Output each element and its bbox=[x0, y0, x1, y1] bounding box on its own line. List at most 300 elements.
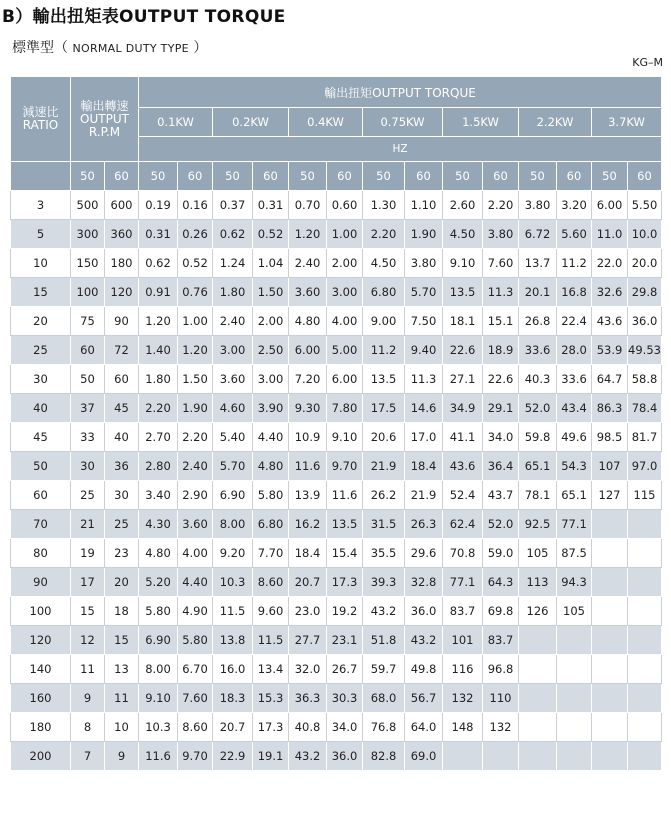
torque-cell: 20.7 bbox=[289, 568, 327, 597]
torque-cell: 34.9 bbox=[443, 394, 483, 423]
torque-cell: 52.4 bbox=[443, 481, 483, 510]
torque-cell: 0.16 bbox=[178, 191, 213, 220]
torque-cell: 1.30 bbox=[363, 191, 405, 220]
torque-cell: 9.10 bbox=[327, 423, 363, 452]
rpm-cell: 25 bbox=[71, 481, 105, 510]
torque-cell: 26.7 bbox=[327, 655, 363, 684]
hz-cell: 60 bbox=[628, 162, 662, 191]
torque-cell: 78.1 bbox=[519, 481, 557, 510]
torque-cell: 86.3 bbox=[592, 394, 628, 423]
subtitle bbox=[12, 37, 207, 57]
torque-cell: 2.20 bbox=[139, 394, 178, 423]
torque-cell: 0.70 bbox=[289, 191, 327, 220]
torque-cell: 32.8 bbox=[405, 568, 443, 597]
torque-cell: 6.80 bbox=[363, 278, 405, 307]
rpm-cell: 12 bbox=[71, 626, 105, 655]
torque-cell: 2.90 bbox=[178, 481, 213, 510]
torque-cell: 11.3 bbox=[483, 278, 519, 307]
torque-cell bbox=[557, 713, 592, 742]
torque-cell: 49.6 bbox=[557, 423, 592, 452]
torque-cell: 92.5 bbox=[519, 510, 557, 539]
ratio-cell: 10 bbox=[11, 249, 71, 278]
torque-cell: 2.00 bbox=[253, 307, 289, 336]
torque-cell: 11.0 bbox=[592, 220, 628, 249]
torque-cell: 36.0 bbox=[327, 742, 363, 771]
torque-cell bbox=[557, 684, 592, 713]
rpm-cell: 13 bbox=[105, 655, 139, 684]
hz-cell: 50 bbox=[289, 162, 327, 191]
torque-cell: 101 bbox=[443, 626, 483, 655]
torque-cell: 3.40 bbox=[139, 481, 178, 510]
rpm-header-en1: OUTPUT bbox=[80, 111, 129, 126]
torque-cell: 1.40 bbox=[139, 336, 178, 365]
torque-cell: 2.50 bbox=[253, 336, 289, 365]
torque-cell: 18.4 bbox=[405, 452, 443, 481]
power-header: 1.5KW bbox=[443, 108, 519, 137]
torque-cell: 11.6 bbox=[139, 742, 178, 771]
torque-header: 輸出扭矩OUTPUT TORQUE bbox=[139, 77, 662, 108]
torque-cell: 1.50 bbox=[178, 365, 213, 394]
torque-cell: 6.90 bbox=[139, 626, 178, 655]
torque-cell: 2.70 bbox=[139, 423, 178, 452]
torque-cell bbox=[557, 742, 592, 771]
rpm-header bbox=[71, 77, 139, 162]
torque-cell: 59.0 bbox=[483, 539, 519, 568]
torque-cell: 22.6 bbox=[483, 365, 519, 394]
table-row bbox=[11, 423, 662, 452]
torque-cell: 36.0 bbox=[405, 597, 443, 626]
torque-cell: 3.00 bbox=[327, 278, 363, 307]
torque-cell: 14.6 bbox=[405, 394, 443, 423]
torque-cell bbox=[628, 684, 662, 713]
torque-cell: 3.20 bbox=[557, 191, 592, 220]
torque-cell: 8.60 bbox=[253, 568, 289, 597]
torque-cell: 4.80 bbox=[253, 452, 289, 481]
torque-cell bbox=[519, 626, 557, 655]
torque-cell: 0.91 bbox=[139, 278, 178, 307]
ratio-cell: 120 bbox=[11, 626, 71, 655]
torque-cell: 26.3 bbox=[405, 510, 443, 539]
torque-cell: 69.0 bbox=[405, 742, 443, 771]
torque-cell: 34.0 bbox=[327, 713, 363, 742]
torque-cell: 0.52 bbox=[178, 249, 213, 278]
torque-cell: 126 bbox=[519, 597, 557, 626]
torque-cell: 3.60 bbox=[213, 365, 253, 394]
torque-cell: 5.40 bbox=[213, 423, 253, 452]
torque-cell: 2.60 bbox=[443, 191, 483, 220]
torque-cell: 0.62 bbox=[213, 220, 253, 249]
table-row bbox=[11, 481, 662, 510]
header-row-hz-values bbox=[11, 162, 662, 191]
table-row bbox=[11, 626, 662, 655]
torque-cell: 13.8 bbox=[213, 626, 253, 655]
torque-cell: 29.6 bbox=[405, 539, 443, 568]
torque-cell: 17.3 bbox=[327, 568, 363, 597]
torque-cell bbox=[628, 713, 662, 742]
torque-cell: 0.31 bbox=[253, 191, 289, 220]
hz-cell: 60 bbox=[483, 162, 519, 191]
torque-cell: 1.10 bbox=[405, 191, 443, 220]
torque-cell: 5.70 bbox=[405, 278, 443, 307]
rpm-cell: 21 bbox=[71, 510, 105, 539]
torque-cell: 97.0 bbox=[628, 452, 662, 481]
torque-cell: 116 bbox=[443, 655, 483, 684]
torque-cell: 22.6 bbox=[443, 336, 483, 365]
torque-cell: 3.90 bbox=[253, 394, 289, 423]
ratio-cell: 80 bbox=[11, 539, 71, 568]
torque-cell: 1.20 bbox=[289, 220, 327, 249]
rpm-cell: 23 bbox=[105, 539, 139, 568]
torque-cell: 15.1 bbox=[483, 307, 519, 336]
torque-cell: 27.1 bbox=[443, 365, 483, 394]
torque-cell: 9.00 bbox=[363, 307, 405, 336]
torque-cell: 30.3 bbox=[327, 684, 363, 713]
torque-cell: 51.8 bbox=[363, 626, 405, 655]
table-row bbox=[11, 684, 662, 713]
torque-cell bbox=[557, 626, 592, 655]
torque-cell: 132 bbox=[483, 713, 519, 742]
torque-cell bbox=[519, 713, 557, 742]
torque-cell: 107 bbox=[592, 452, 628, 481]
table-row bbox=[11, 336, 662, 365]
torque-cell: 33.6 bbox=[557, 365, 592, 394]
torque-cell: 2.40 bbox=[178, 452, 213, 481]
hz-cell: 60 bbox=[105, 162, 139, 191]
torque-cell: 0.60 bbox=[327, 191, 363, 220]
torque-cell bbox=[443, 742, 483, 771]
torque-cell: 96.8 bbox=[483, 655, 519, 684]
torque-cell: 6.80 bbox=[253, 510, 289, 539]
hz-cell: 50 bbox=[363, 162, 405, 191]
torque-cell bbox=[592, 539, 628, 568]
torque-cell: 13.5 bbox=[327, 510, 363, 539]
torque-cell bbox=[592, 713, 628, 742]
torque-cell: 0.37 bbox=[213, 191, 253, 220]
torque-cell: 4.30 bbox=[139, 510, 178, 539]
torque-cell: 5.20 bbox=[139, 568, 178, 597]
torque-cell: 17.5 bbox=[363, 394, 405, 423]
torque-cell: 43.6 bbox=[592, 307, 628, 336]
torque-cell: 3.80 bbox=[519, 191, 557, 220]
torque-cell: 17.0 bbox=[405, 423, 443, 452]
torque-cell: 1.90 bbox=[405, 220, 443, 249]
torque-cell: 7.80 bbox=[327, 394, 363, 423]
torque-cell: 36.3 bbox=[289, 684, 327, 713]
torque-cell: 49.8 bbox=[405, 655, 443, 684]
torque-cell: 6.90 bbox=[213, 481, 253, 510]
hz-blank-cell bbox=[11, 162, 71, 191]
rpm-cell: 120 bbox=[105, 278, 139, 307]
torque-cell: 127 bbox=[592, 481, 628, 510]
torque-cell bbox=[628, 655, 662, 684]
ratio-cell: 15 bbox=[11, 278, 71, 307]
torque-cell: 113 bbox=[519, 568, 557, 597]
torque-cell: 2.40 bbox=[289, 249, 327, 278]
torque-cell: 5.80 bbox=[139, 597, 178, 626]
torque-cell: 2.20 bbox=[363, 220, 405, 249]
torque-cell bbox=[628, 539, 662, 568]
ratio-cell: 40 bbox=[11, 394, 71, 423]
torque-cell: 65.1 bbox=[557, 481, 592, 510]
torque-cell: 83.7 bbox=[443, 597, 483, 626]
ratio-cell: 70 bbox=[11, 510, 71, 539]
torque-cell bbox=[592, 626, 628, 655]
rpm-cell: 30 bbox=[105, 481, 139, 510]
torque-cell: 62.4 bbox=[443, 510, 483, 539]
hz-cell: 50 bbox=[71, 162, 105, 191]
torque-cell: 22.0 bbox=[592, 249, 628, 278]
table-row bbox=[11, 539, 662, 568]
torque-cell: 36.0 bbox=[628, 307, 662, 336]
torque-cell bbox=[519, 684, 557, 713]
ratio-cell: 60 bbox=[11, 481, 71, 510]
torque-cell: 39.3 bbox=[363, 568, 405, 597]
torque-cell bbox=[592, 568, 628, 597]
torque-cell: 18.1 bbox=[443, 307, 483, 336]
torque-cell: 20.7 bbox=[213, 713, 253, 742]
torque-cell: 0.26 bbox=[178, 220, 213, 249]
ratio-cell: 25 bbox=[11, 336, 71, 365]
torque-cell: 3.00 bbox=[253, 365, 289, 394]
torque-cell: 10.9 bbox=[289, 423, 327, 452]
torque-cell: 82.8 bbox=[363, 742, 405, 771]
rpm-cell: 50 bbox=[71, 365, 105, 394]
rpm-cell: 25 bbox=[105, 510, 139, 539]
torque-cell: 20.6 bbox=[363, 423, 405, 452]
torque-cell: 77.1 bbox=[443, 568, 483, 597]
torque-cell: 9.10 bbox=[443, 249, 483, 278]
torque-cell: 64.0 bbox=[405, 713, 443, 742]
rpm-cell: 11 bbox=[105, 684, 139, 713]
torque-cell: 43.7 bbox=[483, 481, 519, 510]
torque-cell: 2.20 bbox=[178, 423, 213, 452]
ratio-cell: 45 bbox=[11, 423, 71, 452]
torque-cell: 9.70 bbox=[178, 742, 213, 771]
torque-cell: 43.2 bbox=[405, 626, 443, 655]
torque-cell: 1.00 bbox=[178, 307, 213, 336]
torque-cell: 1.50 bbox=[253, 278, 289, 307]
rpm-cell: 19 bbox=[71, 539, 105, 568]
rpm-cell: 9 bbox=[105, 742, 139, 771]
hz-cell: 60 bbox=[405, 162, 443, 191]
torque-cell: 4.40 bbox=[178, 568, 213, 597]
table-row bbox=[11, 191, 662, 220]
hz-cell: 60 bbox=[253, 162, 289, 191]
torque-cell bbox=[628, 742, 662, 771]
torque-cell: 6.70 bbox=[178, 655, 213, 684]
torque-cell: 3.80 bbox=[405, 249, 443, 278]
rpm-header-en2: R.P.M bbox=[88, 124, 121, 139]
torque-cell: 4.00 bbox=[178, 539, 213, 568]
torque-cell: 8.00 bbox=[139, 655, 178, 684]
rpm-cell: 17 bbox=[71, 568, 105, 597]
ratio-cell: 20 bbox=[11, 307, 71, 336]
table-row bbox=[11, 742, 662, 771]
torque-cell: 7.60 bbox=[483, 249, 519, 278]
torque-cell: 43.6 bbox=[443, 452, 483, 481]
torque-cell: 23.0 bbox=[289, 597, 327, 626]
torque-cell: 1.90 bbox=[178, 394, 213, 423]
ratio-cell: 30 bbox=[11, 365, 71, 394]
ratio-cell: 5 bbox=[11, 220, 71, 249]
torque-cell: 2.20 bbox=[483, 191, 519, 220]
table-row bbox=[11, 365, 662, 394]
torque-cell: 6.00 bbox=[327, 365, 363, 394]
torque-cell: 78.4 bbox=[628, 394, 662, 423]
rpm-cell: 500 bbox=[71, 191, 105, 220]
rpm-cell: 180 bbox=[105, 249, 139, 278]
torque-cell: 4.90 bbox=[178, 597, 213, 626]
torque-cell: 17.3 bbox=[253, 713, 289, 742]
rpm-cell: 20 bbox=[105, 568, 139, 597]
torque-cell: 9.10 bbox=[139, 684, 178, 713]
torque-cell: 26.2 bbox=[363, 481, 405, 510]
torque-cell bbox=[592, 655, 628, 684]
power-header: 0.75KW bbox=[363, 108, 443, 137]
table-row bbox=[11, 307, 662, 336]
torque-cell: 22.9 bbox=[213, 742, 253, 771]
torque-cell: 49.53 bbox=[628, 336, 662, 365]
torque-cell: 6.00 bbox=[592, 191, 628, 220]
torque-cell: 1.24 bbox=[213, 249, 253, 278]
rpm-cell: 33 bbox=[71, 423, 105, 452]
rpm-cell: 90 bbox=[105, 307, 139, 336]
torque-cell: 4.80 bbox=[289, 307, 327, 336]
hz-cell: 50 bbox=[519, 162, 557, 191]
torque-cell: 0.76 bbox=[178, 278, 213, 307]
torque-cell: 4.40 bbox=[253, 423, 289, 452]
torque-cell: 5.80 bbox=[253, 481, 289, 510]
torque-cell: 9.30 bbox=[289, 394, 327, 423]
subtitle-en: NORMAL DUTY TYPE bbox=[72, 42, 189, 55]
torque-cell: 32.6 bbox=[592, 278, 628, 307]
torque-cell: 0.52 bbox=[253, 220, 289, 249]
torque-cell: 110 bbox=[483, 684, 519, 713]
torque-cell: 58.8 bbox=[628, 365, 662, 394]
table-row bbox=[11, 655, 662, 684]
rpm-cell: 60 bbox=[71, 336, 105, 365]
torque-cell: 52.0 bbox=[483, 510, 519, 539]
torque-cell: 23.1 bbox=[327, 626, 363, 655]
torque-cell: 115 bbox=[628, 481, 662, 510]
table-row bbox=[11, 568, 662, 597]
power-header: 0.2KW bbox=[213, 108, 289, 137]
torque-cell: 7.20 bbox=[289, 365, 327, 394]
rpm-cell: 10 bbox=[105, 713, 139, 742]
torque-cell: 6.00 bbox=[289, 336, 327, 365]
rpm-cell: 300 bbox=[71, 220, 105, 249]
torque-cell: 94.3 bbox=[557, 568, 592, 597]
torque-cell: 6.72 bbox=[519, 220, 557, 249]
rpm-cell: 150 bbox=[71, 249, 105, 278]
torque-cell: 8.00 bbox=[213, 510, 253, 539]
torque-cell bbox=[592, 597, 628, 626]
torque-cell bbox=[592, 684, 628, 713]
hz-cell: 50 bbox=[443, 162, 483, 191]
torque-cell: 69.8 bbox=[483, 597, 519, 626]
torque-cell: 0.31 bbox=[139, 220, 178, 249]
torque-cell bbox=[519, 742, 557, 771]
torque-cell: 11.2 bbox=[363, 336, 405, 365]
torque-cell: 11.6 bbox=[327, 481, 363, 510]
torque-cell: 13.5 bbox=[443, 278, 483, 307]
rpm-cell: 11 bbox=[71, 655, 105, 684]
rpm-cell: 18 bbox=[105, 597, 139, 626]
torque-cell bbox=[628, 568, 662, 597]
torque-cell: 2.80 bbox=[139, 452, 178, 481]
torque-cell: 18.3 bbox=[213, 684, 253, 713]
rpm-cell: 37 bbox=[71, 394, 105, 423]
torque-cell: 26.8 bbox=[519, 307, 557, 336]
torque-cell: 20.1 bbox=[519, 278, 557, 307]
hz-cell: 60 bbox=[557, 162, 592, 191]
ratio-cell: 180 bbox=[11, 713, 71, 742]
torque-cell: 8.60 bbox=[178, 713, 213, 742]
torque-cell: 11.3 bbox=[405, 365, 443, 394]
torque-cell: 43.4 bbox=[557, 394, 592, 423]
ratio-header bbox=[11, 77, 71, 162]
torque-cell bbox=[628, 626, 662, 655]
power-header: 0.4KW bbox=[289, 108, 363, 137]
torque-cell: 11.5 bbox=[213, 597, 253, 626]
torque-cell: 1.80 bbox=[213, 278, 253, 307]
torque-cell: 9.70 bbox=[327, 452, 363, 481]
torque-cell: 56.7 bbox=[405, 684, 443, 713]
torque-cell bbox=[557, 655, 592, 684]
page-title: B）輸出扭矩表OUTPUT TORQUE bbox=[2, 7, 286, 27]
torque-cell: 5.80 bbox=[178, 626, 213, 655]
torque-cell: 11.5 bbox=[253, 626, 289, 655]
torque-cell: 76.8 bbox=[363, 713, 405, 742]
torque-cell: 41.1 bbox=[443, 423, 483, 452]
torque-cell: 15.3 bbox=[253, 684, 289, 713]
torque-cell: 32.0 bbox=[289, 655, 327, 684]
torque-cell: 35.5 bbox=[363, 539, 405, 568]
torque-cell: 18.9 bbox=[483, 336, 519, 365]
torque-cell: 0.62 bbox=[139, 249, 178, 278]
torque-cell: 1.04 bbox=[253, 249, 289, 278]
torque-cell: 65.1 bbox=[519, 452, 557, 481]
hz-cell: 50 bbox=[213, 162, 253, 191]
torque-cell: 87.5 bbox=[557, 539, 592, 568]
torque-cell: 9.60 bbox=[253, 597, 289, 626]
torque-cell: 22.4 bbox=[557, 307, 592, 336]
rpm-cell: 15 bbox=[71, 597, 105, 626]
torque-cell: 20.0 bbox=[628, 249, 662, 278]
torque-cell: 1.80 bbox=[139, 365, 178, 394]
torque-cell: 19.2 bbox=[327, 597, 363, 626]
torque-cell bbox=[592, 742, 628, 771]
torque-cell: 10.3 bbox=[139, 713, 178, 742]
torque-cell: 13.9 bbox=[289, 481, 327, 510]
torque-cell bbox=[628, 597, 662, 626]
torque-cell: 132 bbox=[443, 684, 483, 713]
rpm-cell: 15 bbox=[105, 626, 139, 655]
torque-cell: 16.8 bbox=[557, 278, 592, 307]
torque-cell bbox=[592, 510, 628, 539]
torque-cell: 31.5 bbox=[363, 510, 405, 539]
torque-cell: 9.40 bbox=[405, 336, 443, 365]
torque-cell: 19.1 bbox=[253, 742, 289, 771]
torque-cell: 18.4 bbox=[289, 539, 327, 568]
torque-cell: 98.5 bbox=[592, 423, 628, 452]
torque-cell: 16.2 bbox=[289, 510, 327, 539]
torque-cell: 10.0 bbox=[628, 220, 662, 249]
ratio-cell: 100 bbox=[11, 597, 71, 626]
table-row bbox=[11, 220, 662, 249]
torque-cell: 105 bbox=[557, 597, 592, 626]
rpm-cell: 45 bbox=[105, 394, 139, 423]
